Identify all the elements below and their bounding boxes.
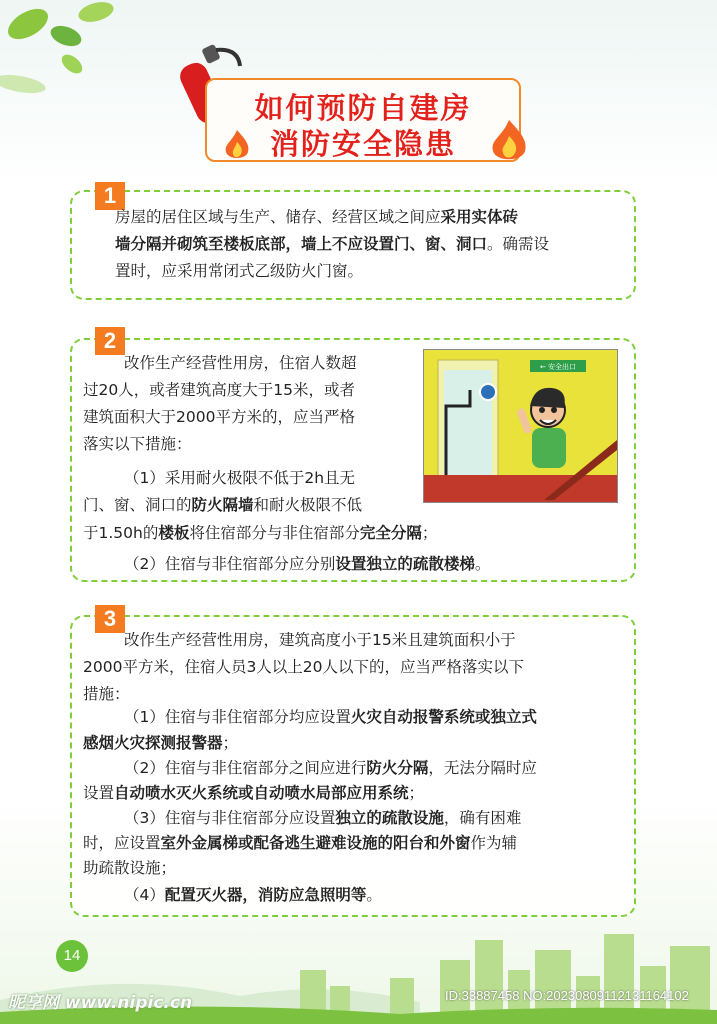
- s3-line9-b: 室外金属梯或配备逃生避难设施的阳台和外窗: [160, 834, 471, 852]
- s2-line8: [124, 551, 490, 578]
- s3-line5-a: 感烟火灾探测报警器: [83, 734, 223, 752]
- s1-line1-a: 房屋的居住区域与生产、储存、经营区域之间应: [115, 208, 441, 226]
- s2-line7-e: ；: [421, 524, 438, 542]
- s3-line8-b: 独立的疏散设施: [335, 809, 444, 827]
- s2-line3: 建筑面积大于2000平方米的，应当严格: [83, 408, 355, 426]
- s2-line6-c: 和耐火极限不低: [253, 496, 363, 514]
- s2-line6: [83, 492, 362, 519]
- s3-line3: 措施：: [83, 685, 130, 703]
- s3-line7: [83, 780, 424, 807]
- s3-line7-a: 设置: [83, 784, 115, 802]
- s3-line9: [83, 830, 517, 857]
- s3-line2: 2000平方米，住宿人员3人以上20人以下的，应当严格落实以下: [83, 658, 525, 676]
- title-line-1: 如何预防自建房: [254, 91, 472, 125]
- flame-icon: [488, 118, 530, 164]
- s1-line3: 置时，应采用常闭式乙级防火门窗。: [115, 262, 364, 280]
- title-line-2: 消防安全隐患: [269, 127, 456, 161]
- s3-line11: [124, 882, 382, 909]
- s2-line8-c: 。: [474, 555, 491, 573]
- section-1-number-badge: 1: [95, 182, 125, 210]
- s2-line7-c: 将住宿部分与非住宿部分: [189, 524, 360, 542]
- s3-line5-b: ；: [222, 734, 239, 752]
- s2-line7-a: 于1.50h的: [83, 524, 159, 542]
- s2-line7: [83, 520, 437, 547]
- s3-line8-a: （3）住宿与非住宿部分应设置: [124, 809, 336, 827]
- s1-line2-a: 墙分隔并砌筑至楼板底部，墙上不应设置门、窗、洞口: [115, 235, 488, 253]
- stairwell-illustration: [423, 349, 618, 503]
- s2-line2: 过20人，或者建筑高度大于15米，或者: [83, 381, 355, 399]
- watermark-site: 昵享网 www.nipic.cn: [8, 993, 193, 1013]
- s2-line6-b: 防火隔墙: [191, 496, 254, 514]
- s3-line5: [83, 730, 238, 757]
- s3-line9-a: 时，应设置: [83, 834, 161, 852]
- s2-line7-d: 完全分隔: [359, 524, 422, 542]
- watermark-id: ID:33887458 NO:20230809112131164102: [445, 988, 689, 1003]
- s2-line1: 改作生产经营性用房，住宿人数超: [124, 354, 357, 372]
- s2-line4: 落实以下措施：: [83, 435, 192, 453]
- s3-line8: [124, 805, 521, 832]
- page-number: 14: [56, 940, 88, 972]
- s3-line7-c: ；: [408, 784, 425, 802]
- s3-line8-c: ，确有困难: [443, 809, 522, 827]
- s3-line4-a: （1）住宿与非住宿部分均应设置: [124, 708, 351, 726]
- s3-line11-a: （4）: [124, 886, 165, 904]
- s3-line7-b: 自动喷水灭火系统或自动喷水局部应用系统: [114, 784, 409, 802]
- leaves-decoration: [0, 0, 140, 110]
- title-box: [205, 78, 521, 162]
- s3-line6-c: ，无法分隔时应: [428, 759, 537, 777]
- flame-icon: [222, 128, 252, 162]
- s3-line6-a: （2）住宿与非住宿部分之间应进行: [124, 759, 367, 777]
- s3-line10: 助疏散设施；: [83, 859, 177, 877]
- s2-line5: （1）采用耐火极限不低于2h且无: [124, 469, 356, 487]
- s1-line2-b: 。确需设: [487, 235, 550, 253]
- section-3-number-badge: 3: [95, 605, 125, 633]
- s1-line1-b: 采用实体砖: [440, 208, 519, 226]
- section-1-text: [115, 204, 635, 285]
- exit-sign-text: ← 安全出口: [539, 363, 577, 371]
- s2-line6-a: 门、窗、洞口的: [83, 496, 192, 514]
- s3-line1: 改作生产经营性用房，建筑高度小于15米且建筑面积小于: [124, 631, 516, 649]
- s3-line4: [124, 704, 537, 731]
- s3-line9-c: 作为辅: [470, 834, 518, 852]
- s3-line11-b: 配置灭火器，消防应急照明等: [164, 886, 367, 904]
- s2-line7-b: 楼板: [158, 524, 190, 542]
- s2-line8-b: 设置独立的疏散楼梯: [335, 555, 475, 573]
- section-2-number-badge: 2: [95, 327, 125, 355]
- s2-line8-a: （2）住宿与非住宿部分应分别: [124, 555, 336, 573]
- s3-line4-b: 火灾自动报警系统或独立式: [350, 708, 537, 726]
- s3-line11-c: 。: [366, 886, 382, 904]
- s3-line6-b: 防火分隔: [366, 759, 429, 777]
- s3-line6: [124, 755, 537, 782]
